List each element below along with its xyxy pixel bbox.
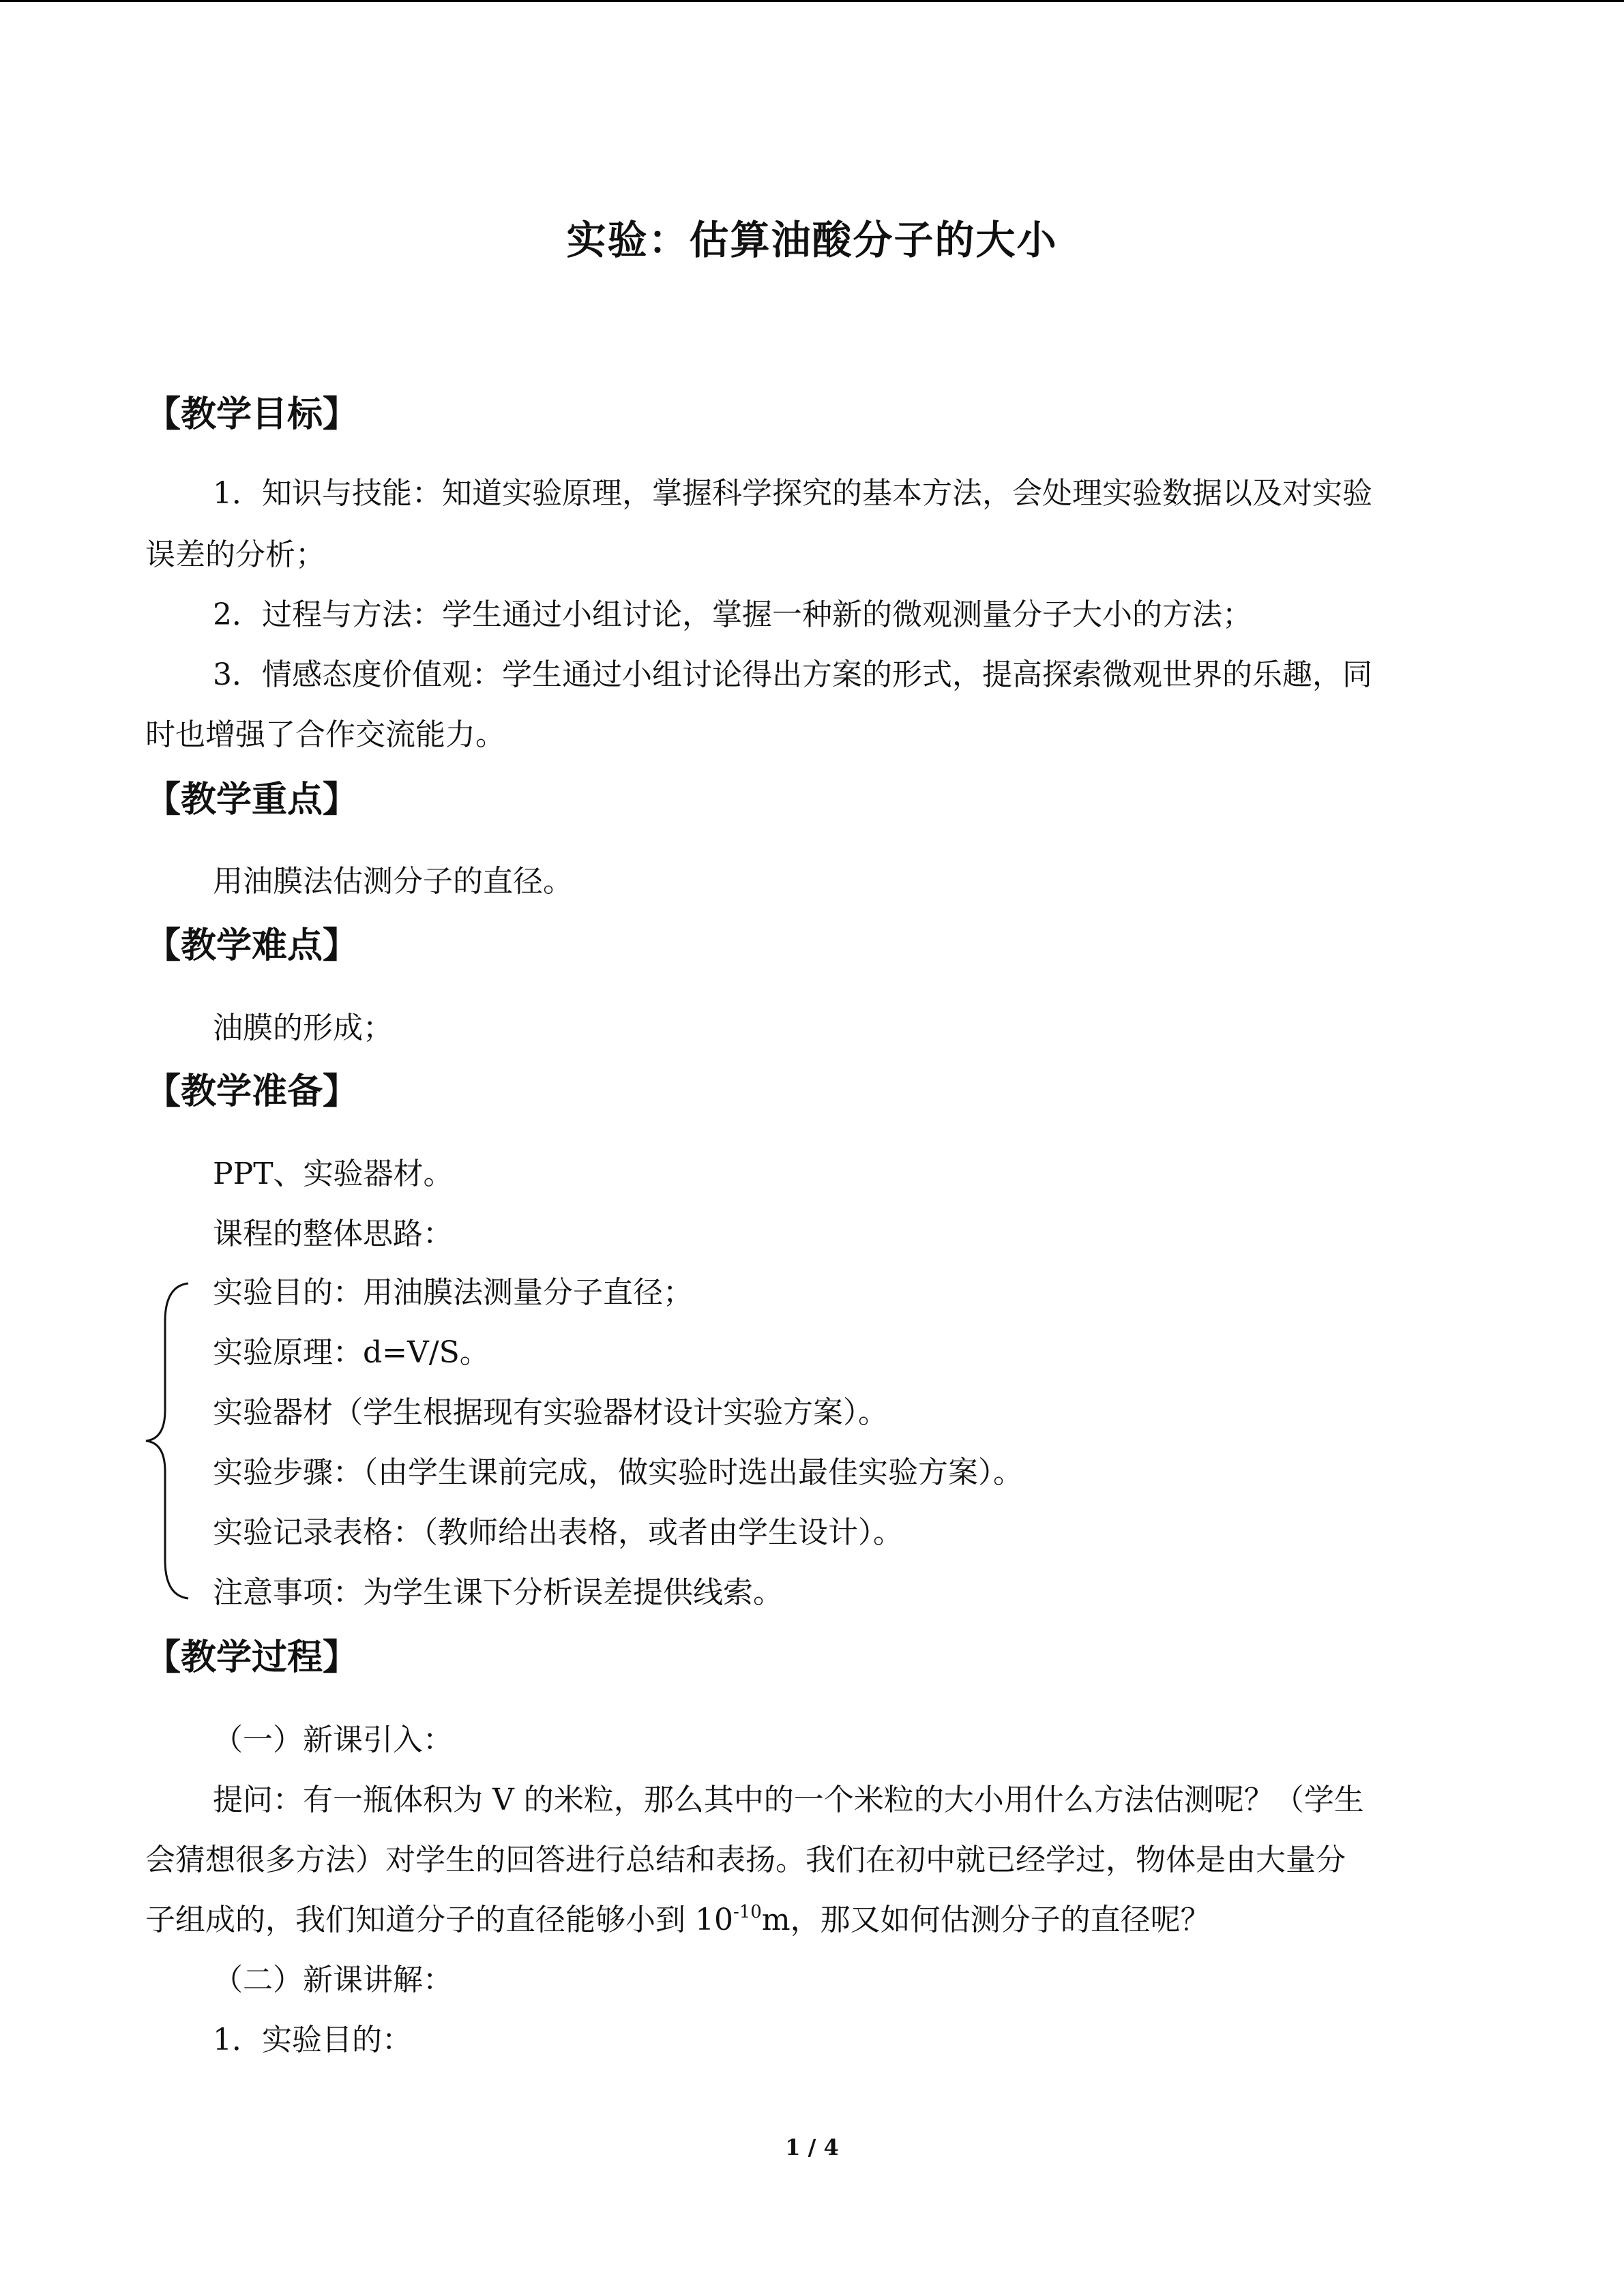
top-border-line xyxy=(0,0,1624,2)
section-heading-preparation: 【教学准备】 xyxy=(145,1071,359,1112)
objective-item-2: 2．过程与方法：学生通过小组讨论，掌握一种新的微观测量分子大小的方法； xyxy=(213,597,1252,632)
section-heading-process: 【教学过程】 xyxy=(145,1637,359,1678)
outline-item-record-table: 实验记录表格：（教师给出表格，或者由学生设计）。 xyxy=(213,1515,903,1550)
line-3-text-before: 子组成的，我们知道分子的直径能够小到 10 xyxy=(145,1903,733,1937)
page-number: 1 / 4 xyxy=(785,2134,839,2160)
process-part-1-label: （一）新课引入： xyxy=(213,1723,453,1757)
line-3-text-after: m，那又如何估测分子的直径呢？ xyxy=(761,1903,1211,1937)
key-points-text: 用油膜法估测分子的直径。 xyxy=(213,864,573,899)
process-paragraph-line-2: 会猜想很多方法）对学生的回答进行总结和表扬。我们在初中就已经学过，物体是由大量分 xyxy=(145,1843,1346,1877)
section-heading-objectives: 【教学目标】 xyxy=(145,394,359,435)
section-heading-key-points: 【教学重点】 xyxy=(145,779,359,820)
objective-item-3-line-1: 3．情感态度价值观：学生通过小组讨论得出方案的形式，提高探索微观世界的乐趣，同 xyxy=(213,657,1372,692)
document-title: 实验：估算油酸分子的大小 xyxy=(566,217,1058,263)
outline-item-steps: 实验步骤：（由学生课前完成，做实验时选出最佳实验方案）。 xyxy=(213,1455,1023,1490)
outline-intro: 课程的整体思路： xyxy=(213,1217,453,1251)
process-part-2-label: （二）新课讲解： xyxy=(213,1963,453,1997)
left-curly-brace xyxy=(145,1281,192,1601)
outline-item-principle: 实验原理：d=V/S。 xyxy=(213,1335,490,1370)
preparation-materials: PPT、实验器材。 xyxy=(213,1157,454,1191)
objective-item-1-line-1: 1．知识与技能：知道实验原理，掌握科学探究的基本方法，会处理实验数据以及对实验 xyxy=(213,476,1372,511)
outline-item-equipment: 实验器材（学生根据现有实验器材设计实验方案）。 xyxy=(213,1395,888,1430)
objective-item-1-line-2: 误差的分析； xyxy=(145,537,325,572)
outline-item-notes: 注意事项：为学生课下分析误差提供线索。 xyxy=(213,1575,783,1610)
exponent-superscript: -10 xyxy=(733,1902,762,1922)
process-item-1-label: 1．实验目的： xyxy=(213,2023,412,2057)
process-paragraph-line-1: 提问：有一瓶体积为 V 的米粒，那么其中的一个米粒的大小用什么方法估测呢？（学生 xyxy=(213,1783,1364,1817)
outline-item-purpose: 实验目的：用油膜法测量分子直径； xyxy=(213,1275,693,1310)
process-paragraph-line-3 xyxy=(145,1900,1211,1941)
section-heading-difficulties: 【教学难点】 xyxy=(145,925,359,966)
objective-item-3-line-2: 时也增强了合作交流能力。 xyxy=(145,717,505,752)
difficulties-text: 油膜的形成； xyxy=(213,1011,393,1045)
